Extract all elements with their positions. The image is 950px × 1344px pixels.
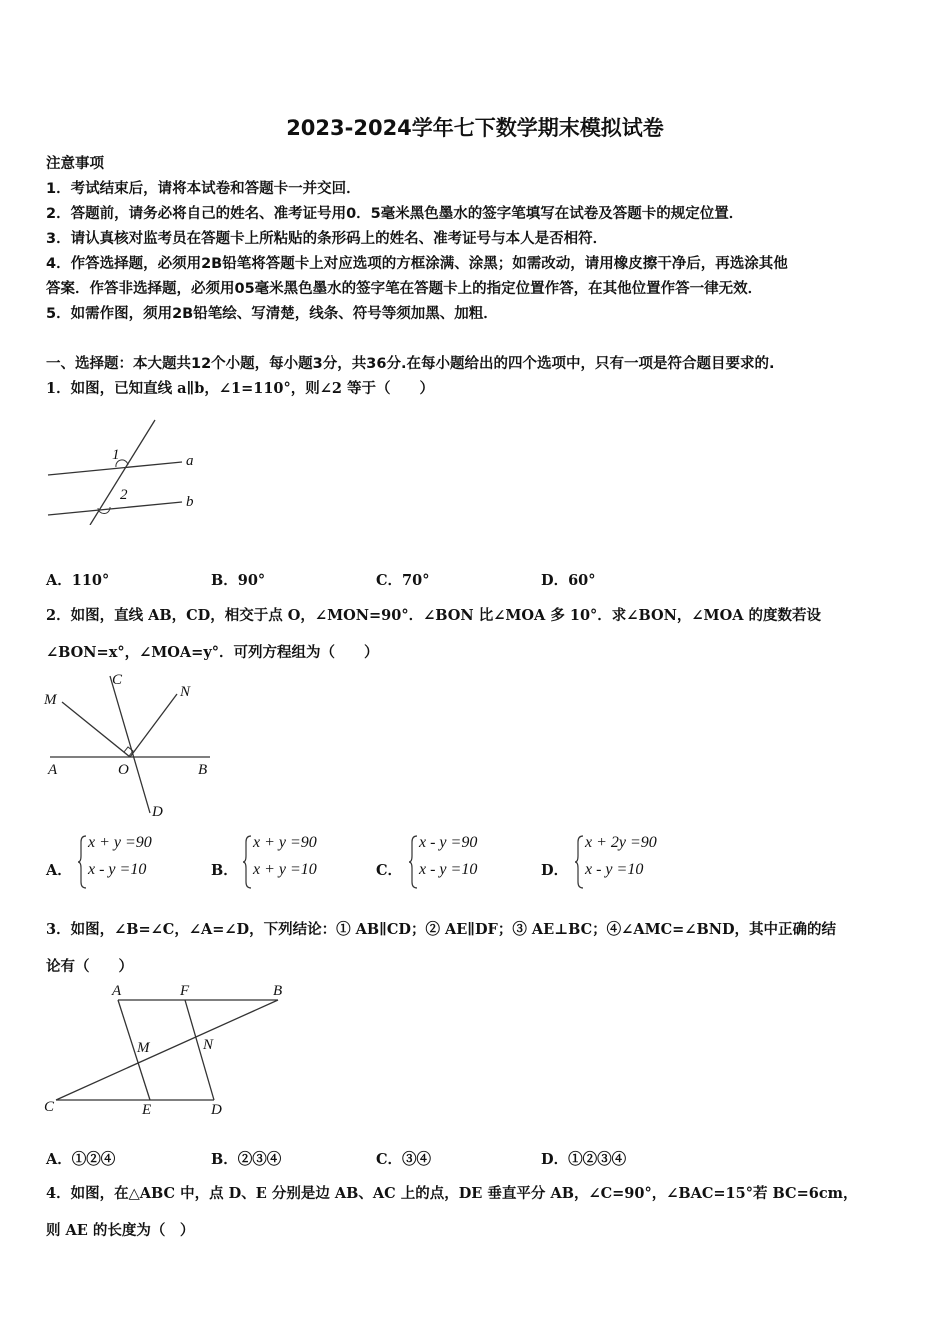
option-c[interactable]: C．70° bbox=[376, 572, 430, 589]
equation-1: x - y =90 bbox=[419, 834, 478, 851]
line-b bbox=[48, 502, 182, 515]
question-3-stem-cont: 论有（ ） bbox=[46, 958, 133, 975]
notice-heading: 注意事项 bbox=[46, 156, 104, 172]
option-c-system[interactable] bbox=[409, 834, 529, 890]
line-cb bbox=[56, 1000, 278, 1100]
equation-1: x + 2y =90 bbox=[585, 834, 657, 851]
option-d[interactable]: D．60° bbox=[541, 572, 596, 589]
brace-icon bbox=[243, 834, 253, 890]
label-c: C bbox=[112, 672, 123, 688]
label-c: C bbox=[44, 1099, 55, 1115]
option-d-label[interactable]: D． bbox=[541, 862, 569, 879]
question-2-figure bbox=[40, 668, 220, 823]
label-e: E bbox=[142, 1102, 152, 1118]
transversal bbox=[90, 420, 155, 525]
label-a: A bbox=[48, 762, 58, 778]
question-2-stem: 2．如图，直线 AB，CD，相交于点 O，∠MON=90°．∠BON 比∠MOA 多 10°．求∠BON，∠MOA 的度数若设 bbox=[46, 607, 821, 624]
label-d: D bbox=[152, 804, 163, 820]
option-d-system[interactable] bbox=[575, 834, 695, 890]
notice-item: 1．考试结束后，请将本试卷和答题卡一并交回． bbox=[46, 181, 361, 197]
option-a[interactable]: A．①②④ bbox=[46, 1151, 116, 1168]
label-n: N bbox=[203, 1037, 214, 1053]
equation-2: x - y =10 bbox=[585, 861, 644, 878]
question-3-stem: 3．如图，∠B=∠C，∠A=∠D，下列结论：① AB∥CD；② AE∥DF；③ AE⊥BC；④∠AMC=∠BND，其中正确的结 bbox=[46, 921, 837, 938]
line-cd bbox=[110, 676, 150, 813]
label-b: B bbox=[273, 983, 283, 999]
label-f: F bbox=[180, 983, 190, 999]
question-2-stem-cont: ∠BON=x°，∠MOA=y°．可列方程组为（ ） bbox=[46, 644, 379, 661]
line-a bbox=[48, 462, 182, 475]
ray-on bbox=[130, 694, 177, 757]
option-b-label[interactable]: B． bbox=[211, 862, 238, 879]
notice-item: 5．如需作图，须用2B铅笔绘、写清楚，线条、符号等须加黑、加粗． bbox=[46, 306, 498, 322]
label-d: D bbox=[211, 1102, 222, 1118]
brace-icon bbox=[78, 834, 88, 890]
option-b[interactable]: B．②③④ bbox=[211, 1151, 282, 1168]
option-c-label[interactable]: C． bbox=[376, 862, 403, 879]
question-4-stem: 4．如图，在△ABC 中，点 D、E 分别是边 AB、AC 上的点，DE 垂直平分 AB，∠C=90°，∠BAC=15°若 BC=6cm， bbox=[46, 1185, 858, 1202]
label-2: 2 bbox=[120, 487, 128, 503]
option-a-system[interactable] bbox=[78, 834, 198, 890]
label-m: M bbox=[137, 1040, 150, 1056]
notice-item: 4．作答选择题，必须用2B铅笔将答题卡上对应选项的方框涂满、涂黑；如需改动，请用橡皮擦干净后，再选涂其他 bbox=[46, 256, 788, 272]
label-1: 1 bbox=[112, 447, 120, 463]
question-3-figure bbox=[40, 980, 300, 1120]
label-m: M bbox=[44, 692, 57, 708]
equation-2: x + y =10 bbox=[253, 861, 317, 878]
equation-2: x - y =10 bbox=[88, 861, 147, 878]
equation-1: x + y =90 bbox=[253, 834, 317, 851]
section-heading: 一、选择题：本大题共12个小题，每小题3分，共36分.在每小题给出的四个选项中，只有一项是符合题目要求的. bbox=[46, 356, 775, 372]
brace-icon bbox=[409, 834, 419, 890]
page-title: 2023-2024学年七下数学期末模拟试卷 bbox=[286, 116, 664, 140]
notice-item: 2．答题前，请务必将自己的姓名、准考证号用0．5毫米黑色墨水的签字笔填写在试卷及答题卡的规定位置． bbox=[46, 206, 744, 222]
label-n: N bbox=[180, 684, 191, 700]
equation-1: x + y =90 bbox=[88, 834, 152, 851]
label-a: A bbox=[112, 983, 122, 999]
option-a[interactable]: A．110° bbox=[46, 572, 110, 589]
option-d[interactable]: D．①②③④ bbox=[541, 1151, 627, 1168]
notice-item: 3．请认真核对监考员在答题卡上所粘贴的条形码上的姓名、准考证号与本人是否相符． bbox=[46, 231, 608, 247]
label-o: O bbox=[118, 762, 129, 778]
label-b: b bbox=[186, 494, 194, 510]
question-1-stem: 1．如图，已知直线 a∥b，∠1=110°，则∠2 等于（ ） bbox=[46, 380, 435, 397]
option-b-system[interactable] bbox=[243, 834, 363, 890]
option-b[interactable]: B．90° bbox=[211, 572, 266, 589]
brace-icon bbox=[575, 834, 585, 890]
option-a-label[interactable]: A． bbox=[46, 862, 72, 879]
option-c[interactable]: C．③④ bbox=[376, 1151, 432, 1168]
equation-2: x - y =10 bbox=[419, 861, 478, 878]
notice-item: 答案．作答非选择题，必须用05毫米黑色墨水的签字笔在答题卡上的指定位置作答，在其他位置作答一律无效． bbox=[46, 281, 763, 297]
question-1-figure bbox=[40, 415, 210, 525]
label-a: a bbox=[186, 453, 194, 469]
label-b: B bbox=[198, 762, 208, 778]
question-4-stem-cont: 则 AE 的长度为（ ） bbox=[46, 1222, 195, 1239]
